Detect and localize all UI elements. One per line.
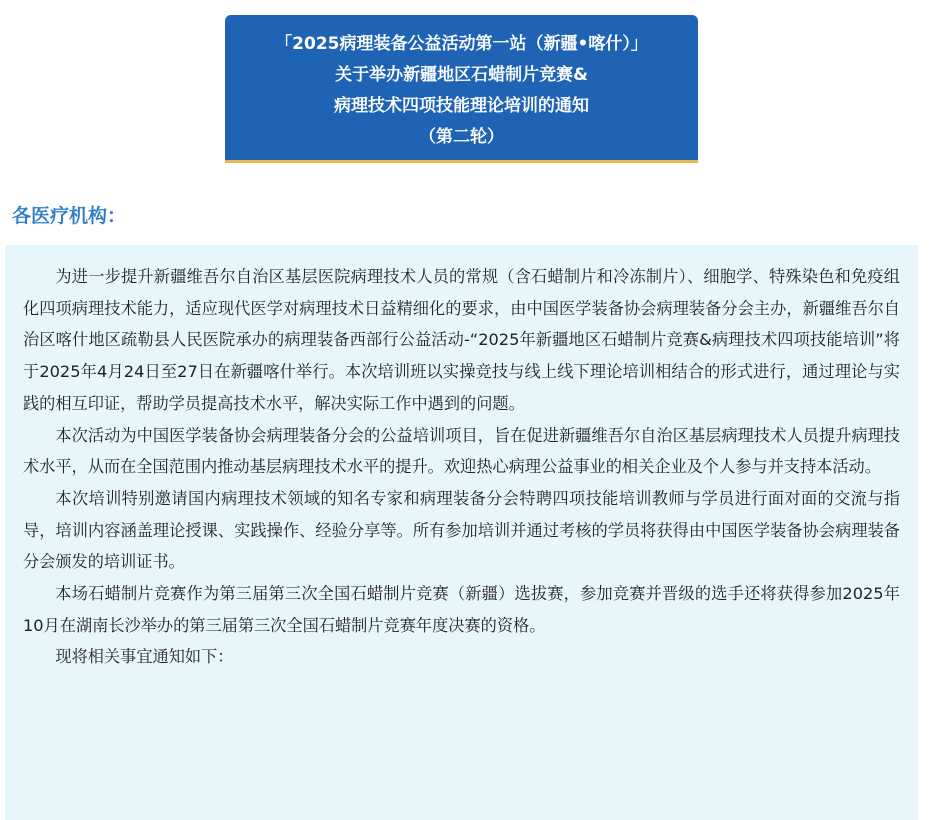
title-line-1: 「2025病理装备公益活动第一站（新疆•喀什）」 — [275, 34, 648, 54]
title-line-4: （第二轮） — [419, 127, 504, 147]
notice-body — [5, 245, 918, 820]
salutation-heading: 各医疗机构： — [12, 205, 127, 227]
notice-title-banner — [225, 15, 698, 163]
body-paragraph-2: 本次活动为中国医学装备协会病理装备分会的公益培训项目，旨在促进新疆维吾尔自治区基层病理技术人员提升病理技术水平，从而在全国范围内推动基层病理技术水平的提升。欢迎热心病理公益事业的相关企业及个人参与并支持本活动。 — [23, 425, 900, 477]
body-paragraph-3: 本次培训特别邀请国内病理技术领域的知名专家和病理装备分会特聘四项技能培训教师与学员进行面对面的交流与指导，培训内容涵盖理论授课、实践操作、经验分享等。所有参加培训并通过考核的学员将获得由中国医学装备协会病理装备分会颁发的培训证书。 — [23, 488, 900, 572]
title-line-2: 关于举办新疆地区石蜡制片竞赛& — [335, 65, 588, 85]
title-line-3: 病理技术四项技能理论培训的通知 — [334, 96, 589, 116]
body-paragraph-4: 本场石蜡制片竞赛作为第三届第三次全国石蜡制片竞赛（新疆）选拔赛，参加竞赛并晋级的选手还将获得参加2025年10月在湖南长沙举办的第三届第三次全国石蜡制片竞赛年度决赛的资格。 — [23, 584, 900, 635]
body-paragraph-5: 现将相关事宜通知如下： — [55, 647, 234, 667]
body-paragraph-1: 为进一步提升新疆维吾尔自治区基层医院病理技术人员的常规（含石蜡制片和冷冻制片）、细胞学、特殊染色和免疫组化四项病理技术能力，适应现代医学对病理技术日益精细化的要求，由中国医学装备协会病理装备分会主办，新疆维吾尔自治区喀什地区疏勒县人民医院承办的病理装备西部行公益活动-“2025年新疆地区石蜡制片竞赛&病理技术四项技能培训”将于2025年4月24日至27日在新疆喀什举行。本次培训班以实操竞技与线上线下理论培训相结合的形式进行，通过理论与实践的相互印证，帮助学员提高技术水平，解决实际工作中遇到的问题。 — [23, 267, 900, 413]
